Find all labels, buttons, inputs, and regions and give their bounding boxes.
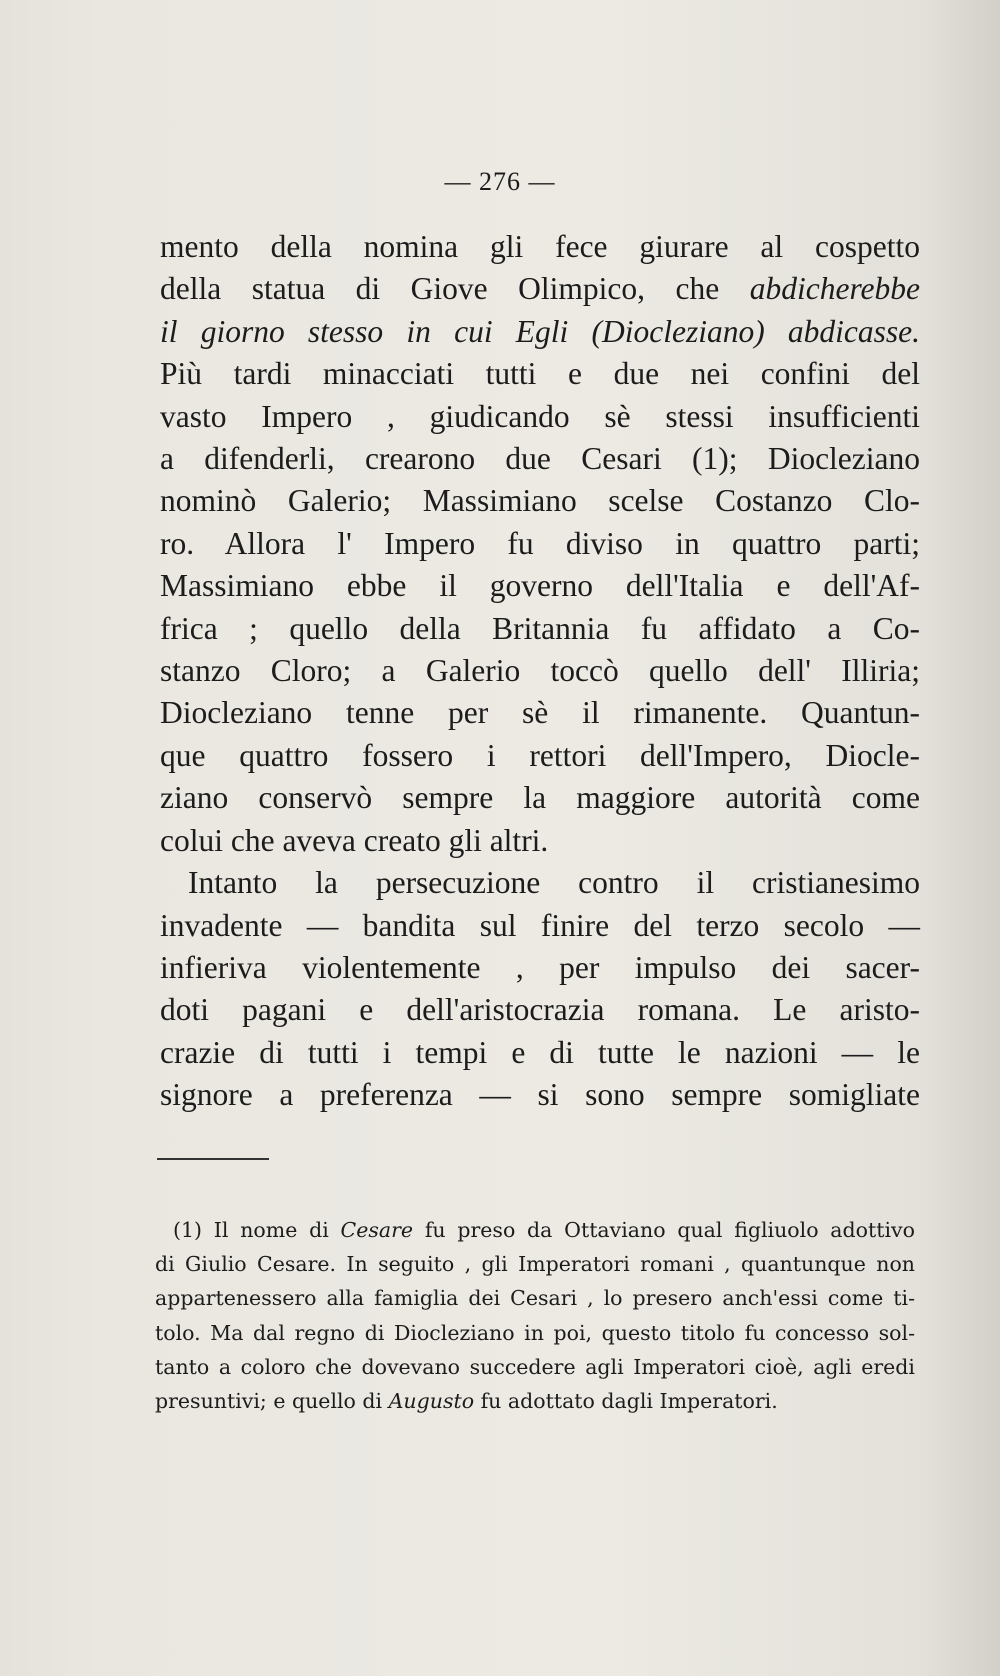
text-line: doti pagani e dell'aristocrazia romana. Le aristo- — [160, 992, 920, 1028]
text-line: colui che aveva creato gli altri. — [160, 822, 549, 858]
text-line: Più tardi minacciati tutti e due nei confini del — [160, 356, 920, 392]
italic-span: Augusto — [388, 1389, 475, 1414]
text-line: Diocleziano tenne per sè il rimanente. Quantun- — [160, 695, 920, 731]
text-line: il giorno stesso in cui Egli (Diocleziano) abdicasse. — [160, 313, 920, 349]
text-line: infieriva violentemente , per impulso dei sacer- — [160, 949, 920, 985]
text-line — [160, 268, 920, 310]
page-number: — 276 — — [444, 167, 556, 196]
footnote-line: di Giulio Cesare. In seguito , gli Imperatori romani , quantunque non — [155, 1252, 915, 1277]
text-line: vasto Impero , giudicando sè stessi insufficienti — [160, 398, 920, 434]
text-line: mento della nomina gli fece giurare al cospetto — [160, 229, 920, 264]
footnote-line — [155, 1213, 915, 1247]
text-span: fu adottato dagli Imperatori. — [480, 1389, 778, 1414]
footnote-line: appartenessero alla famiglia dei Cesari , lo presero anch'essi come ti- — [155, 1286, 915, 1311]
text-line: signore a preferenza — si sono sempre somigliate — [160, 1077, 920, 1113]
text-line: Massimiano ebbe il governo dell'Italia e dell'Af- — [160, 568, 920, 604]
text-span: della statua di Giove Olimpico, che — [160, 271, 720, 307]
text-line: a difenderli, crearono due Cesari (1); Diocleziano — [160, 441, 920, 477]
text-line: ro. Allora l' Impero fu diviso in quattro parti; — [160, 525, 920, 561]
text-line: stanzo Cloro; a Galerio toccò quello dell' Illiria; — [160, 653, 920, 689]
text-line: ziano conservò sempre la maggiore autorità come — [160, 780, 920, 816]
text-line: invadente — bandita sul finire del terzo secolo — — [160, 907, 920, 943]
footnote-rule — [157, 1158, 269, 1160]
text-line: frica ; quello della Britannia fu affidato a Co- — [160, 610, 920, 646]
footnote-line — [155, 1384, 915, 1418]
footnote-line: tolo. Ma dal regno di Diocleziano in poi, questo titolo fu concesso sol- — [155, 1320, 915, 1345]
text-line: nominò Galerio; Massimiano scelse Costanzo Clo- — [160, 483, 920, 519]
text-span: presuntivi; e quello di — [155, 1389, 383, 1414]
text-span: fu preso da Ottaviano qual figliuolo adottivo — [424, 1218, 915, 1242]
text-line: crazie di tutti i tempi e di tutte le nazioni — le — [160, 1034, 920, 1070]
body-text — [160, 226, 920, 1117]
footnote-line: tanto a coloro che dovevano succedere agli Imperatori cioè, agli eredi — [155, 1354, 915, 1379]
italic-span: abdicherebbe — [749, 271, 921, 307]
text-line: que quattro fossero i rettori dell'Impero, Diocle- — [160, 737, 920, 773]
italic-span: Cesare — [340, 1218, 414, 1242]
text-span: (1) Il nome di — [173, 1218, 329, 1242]
footnote — [155, 1213, 915, 1418]
text-line: Intanto la persecuzione contro il cristianesimo — [188, 865, 920, 901]
